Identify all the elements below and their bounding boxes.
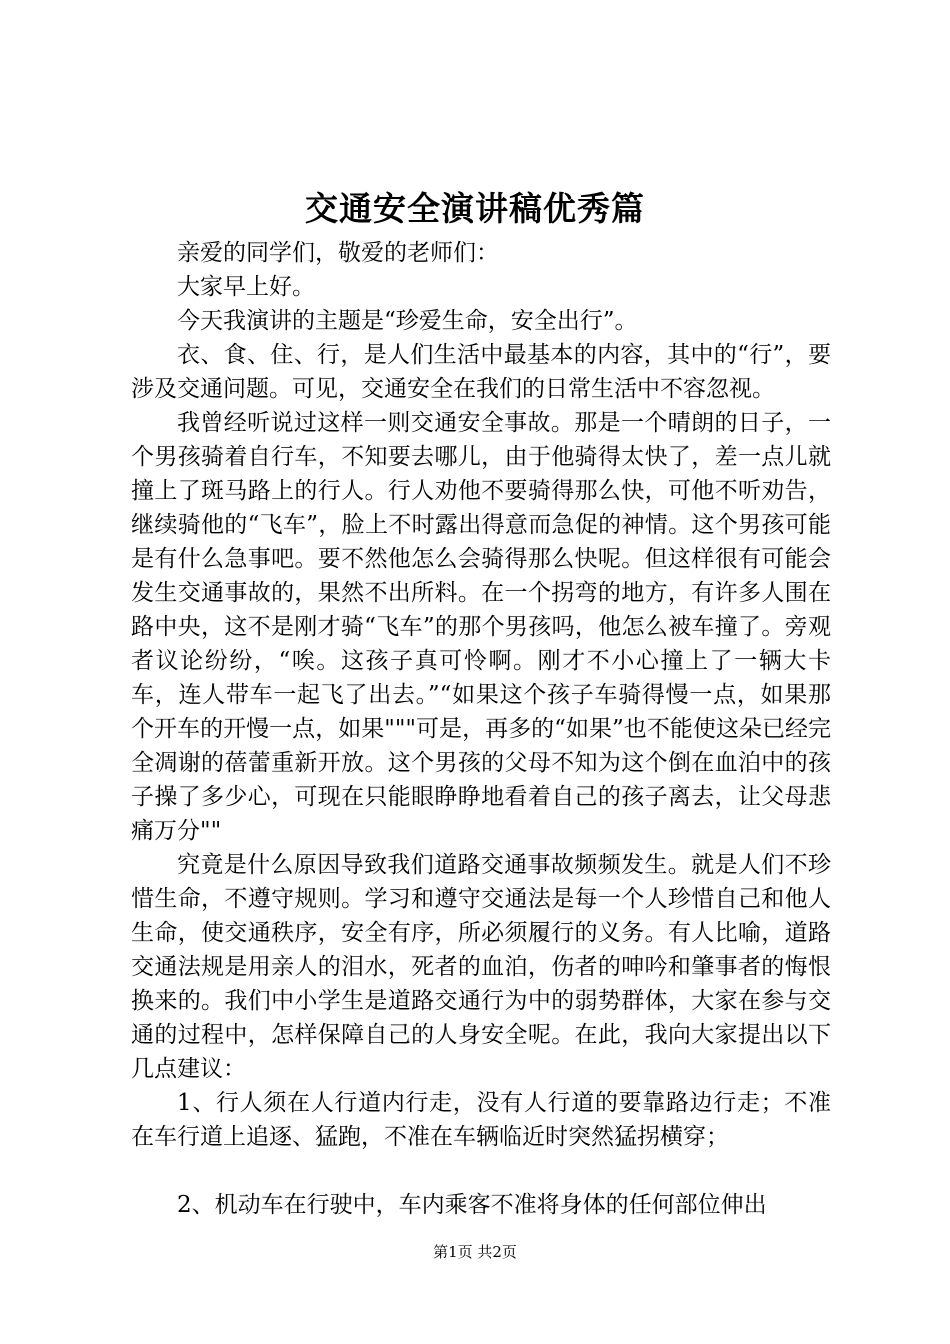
body-paragraph: 亲爱的同学们，敬爱的老师们： bbox=[177, 240, 499, 266]
body-paragraph: 2、机动车在行驶中，车内乘客不准将身体的任何部位伸出 bbox=[177, 1192, 767, 1218]
document-body bbox=[131, 236, 831, 1222]
body-paragraph: 今天我演讲的主题是“珍爱生命，安全出行”。 bbox=[177, 308, 638, 334]
body-paragraph: 究竟是什么原因导致我们道路交通事故频频发生。就是人们不珍惜生命，不遵守规则。学习和遵守交通法是每一个人珍惜自己和他人生命，使交通秩序，安全有序，所必须履行的义务。有人比喻，道路交通法规是用亲人的泪水，死者的血泊，伤者的呻吟和肇事者的悔恨换来的。我们中小学生是道路交通行为中的弱势群体，大家在参与交通的过程中，怎样保障自己的人身安全呢。在此，我向大家提出以下几点建议： bbox=[131, 852, 831, 1082]
page-number-footer: 第1页 共2页 bbox=[433, 1243, 517, 1261]
body-paragraph: 衣、食、住、行，是人们生活中最基本的内容，其中的“行”，要涉及交通问题。可见，交通安全在我们的日常生活中不容忽视。 bbox=[131, 342, 831, 402]
document-title: 交通安全演讲稿优秀篇 bbox=[305, 189, 645, 228]
body-paragraph: 1、行人须在人行道内行走，没有人行道的要靠路边行走；不准在车行道上追逐、猛跑，不准在车辆临近时突然猛拐横穿； bbox=[131, 1090, 831, 1150]
body-paragraph: 我曾经听说过这样一则交通安全事故。那是一个晴朗的日子，一个男孩骑着自行车，不知要去哪儿，由于他骑得太快了，差一点儿就撞上了斑马路上的行人。行人劝他不要骑得那么快，可他不听劝告，继续骑他的“飞车”，脸上不时露出得意而急促的神情。这个男孩可能是有什么急事吧。要不然他怎么会骑得那么快呢。但这样很有可能会发生交通事故的，果然不出所料。在一个拐弯的地方，有许多人围在路中央，这不是刚才骑“飞车”的那个男孩吗，他怎么被车撞了。旁观者议论纷纷，“唉。这孩子真可怜啊。刚才不小心撞上了一辆大卡车，连人带车一起飞了出去。”“如果这个孩子车骑得慢一点，如果那个开车的开慢一点，如果"""可是，再多的“如果”也不能使这朵已经完全凋谢的蓓蕾重新开放。这个男孩的父母不知为这个倒在血泊中的孩子操了多少心，可现在只能眼睁睁地看着自己的孩子离去，让父母悲痛万分"" bbox=[131, 410, 831, 844]
body-paragraph: 大家早上好。 bbox=[177, 274, 315, 300]
